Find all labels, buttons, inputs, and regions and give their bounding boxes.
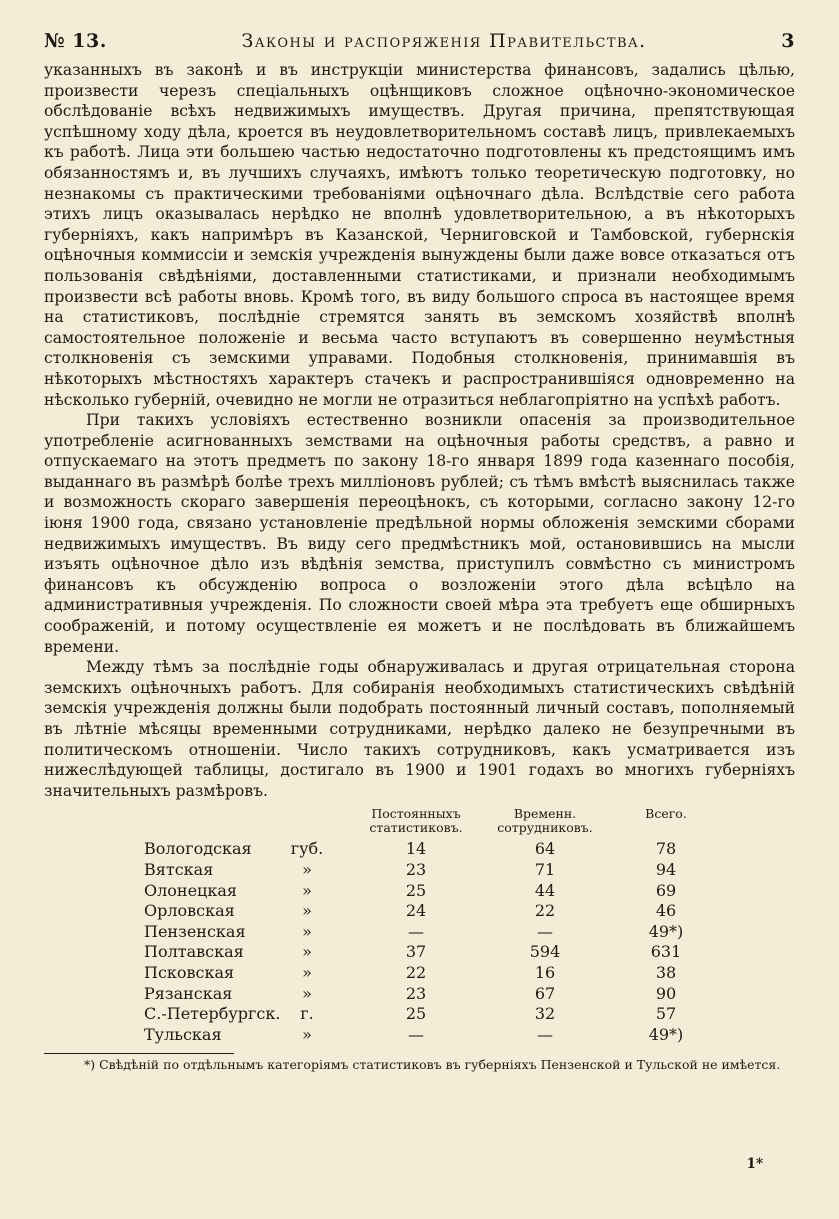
temporary-cell: 71 (534, 859, 556, 879)
table-body (144, 839, 764, 1045)
province-name: Псковская (144, 962, 235, 982)
signature-mark: 1* (746, 1156, 763, 1172)
page-number: 3 (781, 30, 795, 52)
province-name: Тульская (144, 1024, 222, 1044)
total-cell: 631 (650, 942, 682, 962)
permanent-cell: 23 (405, 983, 427, 1003)
temporary-cell: — (537, 1024, 553, 1044)
total-cell: 49*) (648, 1024, 684, 1044)
temporary-cell: 22 (534, 901, 556, 921)
province-suffix: » (302, 880, 312, 900)
province-name: Полтавская (144, 942, 244, 962)
temporary-cell: 16 (534, 962, 556, 982)
permanent-cell: 37 (405, 942, 427, 962)
province-suffix: » (302, 1024, 312, 1044)
total-cell: 78 (655, 839, 677, 859)
table-row (144, 922, 764, 943)
province-cell (144, 881, 352, 902)
province-suffix: губ. (290, 839, 324, 859)
province-name: Вятская (144, 859, 214, 879)
table-row (144, 901, 764, 922)
paragraph-continued: указанныхъ въ законѣ и въ инструкціи министерства финансовъ, задались цѣлью, произвести черезъ спеціальныхъ оцѣнщиковъ сложное оцѣночно-экономическое обслѣдованіе всѣхъ недвижимыхъ имуществъ. Другая причина, препятствующая успѣшному ходу дѣла, кроется въ неудовлетворительномъ составѣ лицъ, привлекаемыхъ къ работѣ. Лица эти большею частью недостаточно подготовлены къ предстоящимъ имъ обязанностямъ и, въ лучшихъ случаяхъ, имѣютъ только теоретическую подготовку, но незнакомы съ практическими требованіями оцѣночнаго дѣла. Вслѣдствіе сего работа этихъ лицъ оказывалась нерѣдко не вполнѣ удовлетворительною, а въ нѣкоторыхъ губерніяхъ, какъ напримѣръ въ Казанской, Черниговской и Тамбовской, губернскія оцѣночныя коммиссіи и земскія учрежденія вынуждены были даже вовсе отказаться отъ пользованія свѣдѣніями, доставленными статистиками, и признали необходимымъ произвести всѣ работы вновь. Кромѣ того, въ виду большого спроса въ настоящее время на статистиковъ, послѣдніе стремятся занять въ земскомъ хозяйствѣ вполнѣ самостоятельное положеніе и весьма часто вступаютъ въ совершенно неумѣстныя столкновенія съ земскими управами. Подобныя столкновенія, принимавшія въ нѣкоторыхъ мѣстностяхъ характеръ стачекъ и распространившіяся одновременно на нѣсколько губерній, очевидно не могли не отразиться неблагопріятно на успѣхѣ работъ. (44, 61, 795, 409)
page-header (44, 30, 795, 60)
province-cell (144, 1004, 352, 1025)
temporary-cell: 44 (534, 880, 556, 900)
total-cell: 46 (655, 901, 677, 921)
issue-number: № 13. (44, 30, 107, 52)
temporary-cell: 32 (534, 1004, 556, 1024)
footnote: *) Свѣдѣній по отдѣльнымъ категоріямъ статистиковъ въ губерніяхъ Пензенской и Тульской не имѣется. (84, 1057, 781, 1073)
province-name: Орловская (144, 901, 235, 921)
column-header-total: Всего. (645, 806, 687, 822)
table-row (144, 839, 764, 860)
total-cell: 69 (655, 880, 677, 900)
province-suffix: » (302, 859, 312, 879)
temporary-cell: 594 (529, 942, 561, 962)
permanent-cell: 14 (405, 839, 427, 859)
province-name: С.-Петербургск. (144, 1004, 281, 1024)
table-row (144, 942, 764, 963)
header-spacer (144, 807, 352, 835)
temporary-cell: — (537, 921, 553, 941)
table-row (144, 963, 764, 984)
province-suffix: » (302, 901, 312, 921)
table-row (144, 1025, 764, 1046)
total-cell: 90 (655, 983, 677, 1003)
paragraph: При такихъ условіяхъ естественно возникли опасенія за производительное употребленіе асигнованныхъ земствами на оцѣночныя работы средствъ, а равно и отпускаемаго на этотъ предметъ по закону 18-го января 1899 года казеннаго пособія, выданнаго въ размѣрѣ болѣе трехъ милліоновъ рублей; съ тѣмъ вмѣстѣ выяснилась также и возможность скораго завершенія переоцѣнокъ, съ которыми, согласно закону 12-го іюня 1900 года, связано установленіе предѣльной нормы обложенія земскими сборами недвижимыхъ имуществъ. Въ виду сего предмѣстникъ мой, остановившись на мысли изъять оцѣночное дѣло изъ вѣдѣнія земства, приступилъ совмѣстно съ министромъ финансовъ къ обсужденію вопроса о возложеніи этого дѣла всѣцѣло на административныя учрежденія. По сложности своей мѣра эта требуетъ еще обширныхъ соображеній, и потому осуществленіе ея можетъ и не послѣдовать въ ближайшемъ времени. (44, 411, 795, 656)
total-cell: 38 (655, 962, 677, 982)
province-cell (144, 860, 352, 881)
province-name: Пензенская (144, 921, 246, 941)
province-cell (144, 901, 352, 922)
province-suffix: » (302, 921, 312, 941)
total-cell: 57 (655, 1004, 677, 1024)
total-cell: 49*) (648, 921, 684, 941)
province-name: Вологодская (144, 839, 252, 859)
province-cell (144, 839, 352, 860)
temporary-cell: 64 (534, 839, 556, 859)
province-name: Рязанская (144, 983, 233, 1003)
column-header-temporary: Временн. сотрудниковъ. (497, 806, 593, 836)
province-cell (144, 942, 352, 963)
footnote-rule (44, 1053, 234, 1054)
permanent-cell: — (408, 1024, 424, 1044)
column-header-permanent: Постоянныхъ статистиковъ. (369, 806, 463, 836)
paragraph: Между тѣмъ за послѣдніе годы обнаруживалась и другая отрицательная сторона земскихъ оцѣночныхъ работъ. Для собиранія необходимыхъ статистическихъ свѣдѣній земскія учрежденія должны были подобрать постоянный личный составъ, пополняемый въ лѣтніе мѣсяцы временными сотрудниками, нерѣдко далеко не безупречными въ политическомъ отношеніи. Число такихъ сотрудниковъ, какъ усматривается изъ нижеслѣдующей таблицы, достигало въ 1900 и 1901 годахъ во многихъ губерніяхъ значительныхъ размѣровъ. (44, 658, 795, 800)
province-suffix: » (302, 942, 312, 962)
table-row (144, 1004, 764, 1025)
statistics-table (144, 807, 764, 1045)
table-row (144, 984, 764, 1005)
permanent-cell: — (408, 921, 424, 941)
province-cell (144, 922, 352, 943)
body-text (44, 60, 795, 801)
permanent-cell: 23 (405, 859, 427, 879)
permanent-cell: 24 (405, 901, 427, 921)
province-suffix: » (302, 983, 312, 1003)
province-cell (144, 984, 352, 1005)
running-title: Законы и распоряженія Правительства. (241, 30, 647, 52)
province-suffix: » (302, 962, 312, 982)
permanent-cell: 25 (405, 1004, 427, 1024)
province-cell (144, 963, 352, 984)
permanent-cell: 22 (405, 962, 427, 982)
province-cell (144, 1025, 352, 1046)
permanent-cell: 25 (405, 880, 427, 900)
province-name: Олонецкая (144, 880, 237, 900)
table-row (144, 881, 764, 902)
total-cell: 94 (655, 859, 677, 879)
temporary-cell: 67 (534, 983, 556, 1003)
table-header (144, 807, 764, 835)
province-suffix: г. (300, 1004, 314, 1024)
table-row (144, 860, 764, 881)
